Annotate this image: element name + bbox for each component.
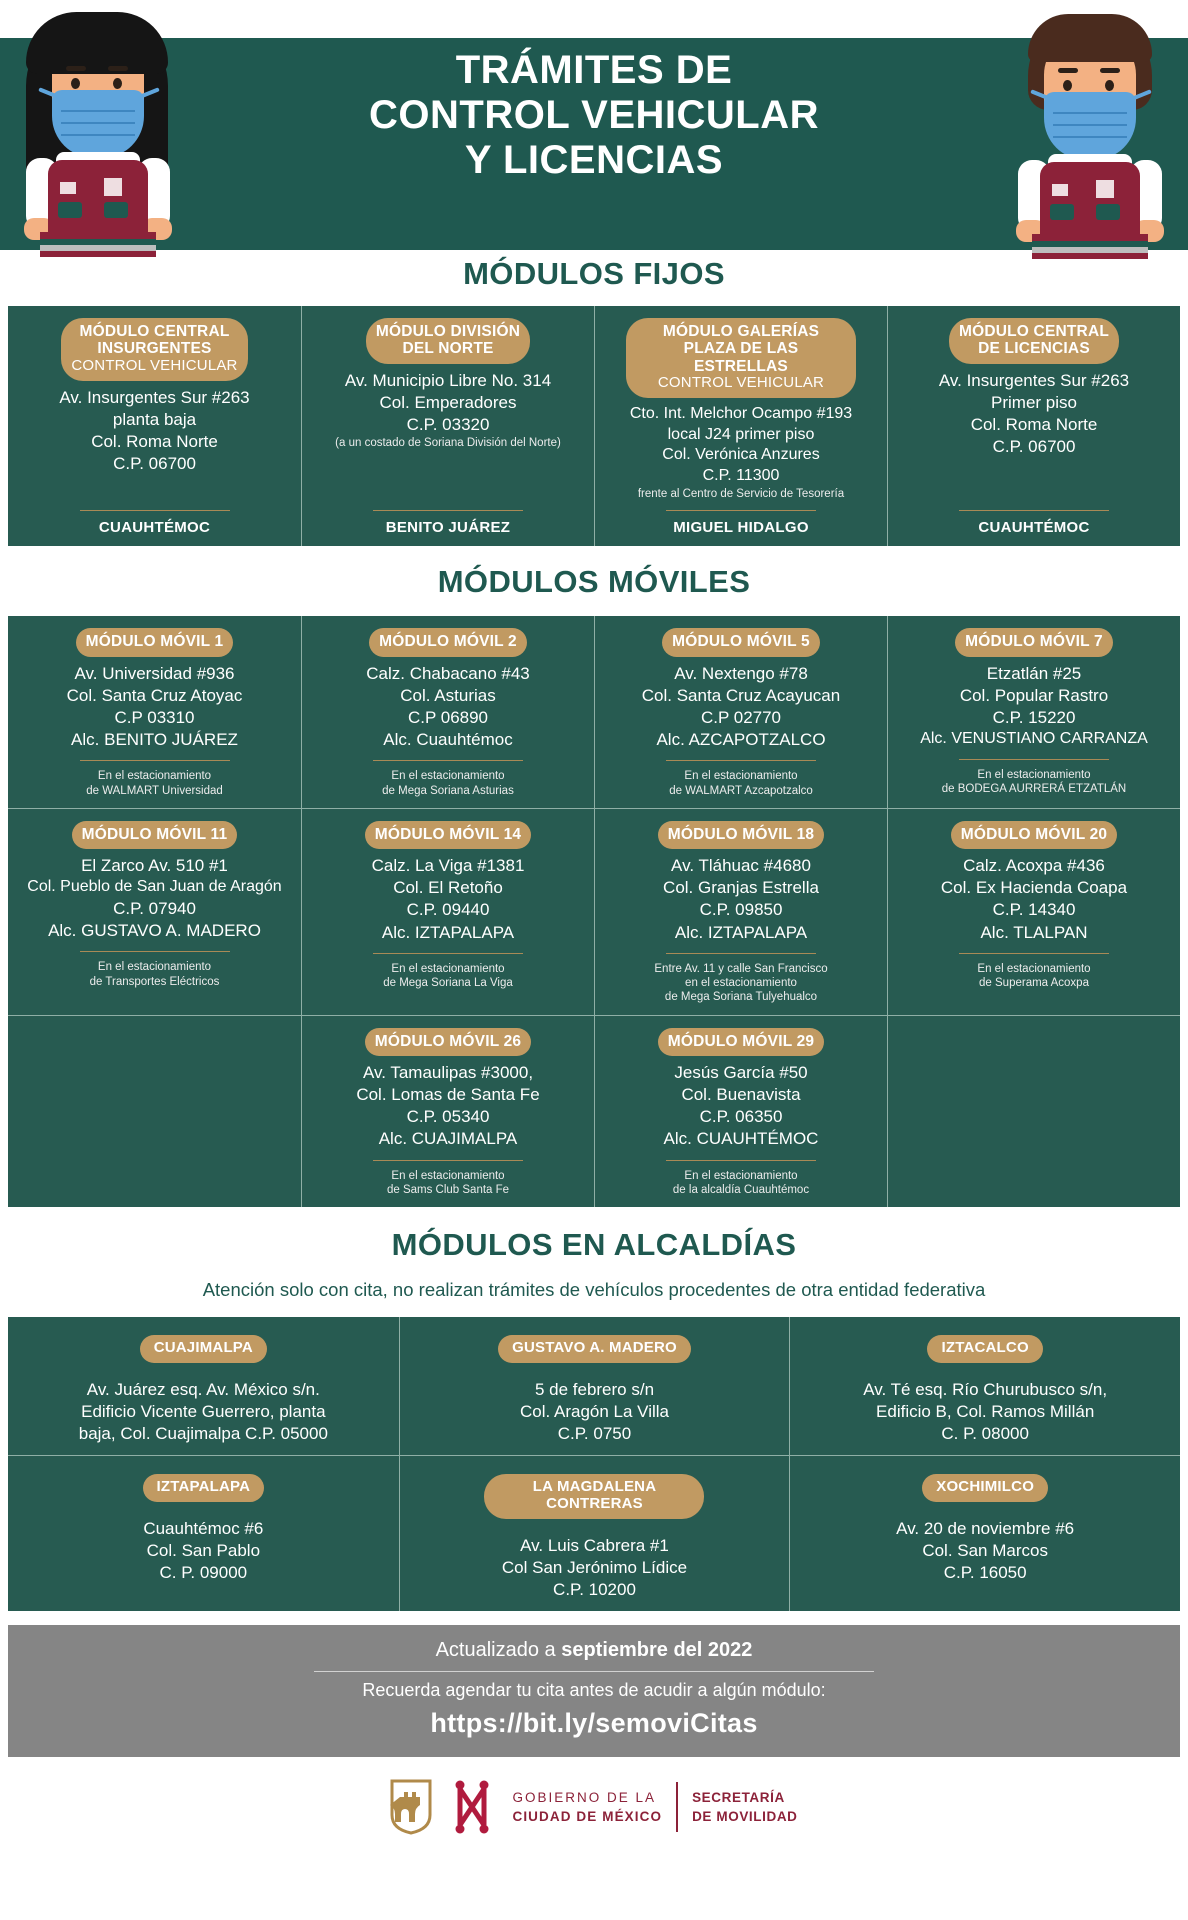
- address-line: C.P. 06350: [699, 1107, 783, 1127]
- divider: [666, 760, 816, 761]
- address-line: Av. Luis Cabrera #1: [520, 1535, 669, 1555]
- modulo-alcaldia-card[interactable]: [789, 1317, 1180, 1455]
- modulo-movil-note: En el estacionamiento: [97, 961, 212, 974]
- pill-line-2: PLAZA DE LAS ESTRELLAS: [683, 340, 799, 375]
- page-title-line-3: Y LICENCIAS: [464, 137, 724, 182]
- address-line: C.P. 10200: [553, 1580, 636, 1600]
- address-line: C.P. 14340: [992, 900, 1076, 920]
- address-line: Col. Santa Cruz Acayucan: [641, 685, 841, 705]
- modulos-fijos-panel: [8, 306, 1180, 546]
- modulo-movil-card[interactable]: [301, 616, 594, 807]
- modulo-movil-name-pill: MÓDULO MÓVIL 18: [658, 821, 825, 849]
- address-line: C.P 02770: [700, 707, 782, 727]
- modulo-fijo-card[interactable]: [594, 306, 887, 546]
- address-line: Col. Lomas de Santa Fe: [356, 1085, 540, 1105]
- logo-text-block: [512, 1782, 797, 1832]
- divider: [959, 953, 1109, 954]
- address-line: Edificio B, Col. Ramos Millán: [876, 1402, 1095, 1422]
- address-line: Col. Asturias: [400, 685, 496, 705]
- alcaldia-name-pill: CUAJIMALPA: [140, 1335, 267, 1363]
- address-line: Alc. Cuauhtémoc: [383, 730, 513, 750]
- pill-line-1: MÓDULO DIVISIÓN: [375, 323, 521, 340]
- address-line: 5 de febrero s/n: [534, 1380, 655, 1400]
- appointment-reminder: Recuerda agendar tu cita antes de acudir a algún módulo:: [362, 1680, 826, 1701]
- modulo-fijo-card[interactable]: [301, 306, 594, 546]
- address-line: Col. Emperadores: [379, 392, 517, 412]
- address-line: Col. Aragón La Villa: [519, 1402, 669, 1422]
- pill-line-2: INSURGENTES: [97, 340, 212, 358]
- divider: [314, 1671, 874, 1672]
- pill-subtitle: CONTROL VEHICULAR: [657, 374, 825, 392]
- modulo-movil-name-pill: MÓDULO MÓVIL 29: [658, 1028, 825, 1056]
- address-line: Alc. VENUSTIANO CARRANZA: [920, 730, 1148, 748]
- modulo-movil-note: de Sams Club Santa Fe: [386, 1183, 510, 1196]
- address-line: El Zarco Av. 510 #1: [81, 856, 228, 876]
- divider: [373, 953, 523, 954]
- address-line: Av. Tláhuac #4680: [671, 856, 811, 876]
- modulo-fijo-address: [310, 370, 586, 502]
- modulo-movil-card[interactable]: [887, 808, 1180, 1015]
- modulo-fijo-address: [896, 370, 1172, 502]
- modulo-movil-note: de Transportes Eléctricos: [89, 975, 220, 988]
- modulo-movil-empty-cell: [887, 1015, 1180, 1207]
- last-updated-text: [8, 1639, 1180, 1662]
- modulo-fijo-name-pill: [61, 318, 247, 381]
- address-line: C. P. 08000: [941, 1424, 1029, 1444]
- address-line: Av. 20 de noviembre #6: [896, 1519, 1075, 1539]
- address-line: Alc. TLALPAN: [980, 922, 1088, 942]
- divider: [666, 1160, 816, 1161]
- modulos-moviles-panel: [8, 616, 1180, 1207]
- modulo-movil-card[interactable]: [301, 808, 594, 1015]
- modulo-fijo-card[interactable]: [887, 306, 1180, 546]
- page-title-line-2: CONTROL VEHICULAR: [369, 92, 819, 137]
- divider: [666, 510, 816, 511]
- secretaria-line-2: DE MOVILIDAD: [692, 1809, 798, 1825]
- alcaldia-label: CUAUHTÉMOC: [978, 519, 1090, 537]
- modulo-movil-note: En el estacionamiento: [977, 768, 1091, 781]
- address-line: C.P. 07940: [113, 899, 196, 919]
- modulo-movil-card[interactable]: [8, 808, 301, 1015]
- modulo-movil-card[interactable]: [594, 1015, 887, 1207]
- address-line: C.P 06890: [407, 707, 489, 727]
- address-line: C.P. 11300: [702, 467, 780, 485]
- divider: [373, 1160, 523, 1161]
- modulos-alcaldias-panel: [8, 1317, 1180, 1611]
- address-line: Col. Granjas Estrella: [663, 878, 819, 898]
- address-line: C.P. 06700: [113, 453, 196, 473]
- modulo-alcaldia-card[interactable]: [399, 1317, 790, 1455]
- address-line: Av. Tamaulipas #3000,: [362, 1063, 534, 1083]
- modulo-movil-name-pill: MÓDULO MÓVIL 7: [955, 628, 1113, 656]
- modulo-fijo-name-pill: [366, 318, 530, 364]
- cdmx-logo-icon: [446, 1779, 498, 1835]
- modulos-moviles-row: [8, 616, 1180, 807]
- address-line: Alc. IZTAPALAPA: [674, 922, 808, 942]
- address-line: Cto. Int. Melchor Ocampo #193: [629, 404, 853, 422]
- secretaria-text: [692, 1788, 797, 1827]
- appointment-url-link[interactable]: https://bit.ly/semoviCitas: [430, 1708, 758, 1739]
- alcaldia-name-pill: LA MAGDALENA CONTRERAS: [484, 1474, 704, 1519]
- divider: [80, 951, 230, 952]
- pill-line-1: MÓDULO CENTRAL: [958, 323, 1110, 340]
- modulo-fijo-name-pill: [949, 318, 1119, 364]
- address-line: C.P. 0750: [557, 1424, 632, 1444]
- government-logos: [0, 1757, 1188, 1853]
- alcaldia-name-pill: XOCHIMILCO: [922, 1474, 1048, 1502]
- address-line: Col. San Pablo: [146, 1541, 261, 1561]
- modulo-alcaldia-card[interactable]: [399, 1455, 790, 1611]
- modulo-movil-empty-cell: [8, 1015, 301, 1207]
- footer-banner: [8, 1625, 1180, 1757]
- gobierno-line-2: CIUDAD DE MÉXICO: [512, 1809, 663, 1825]
- modulo-fijo-name-pill: [626, 318, 856, 398]
- address-line: Alc. BENITO JUÁREZ: [71, 730, 238, 750]
- modulo-movil-card[interactable]: [594, 616, 887, 807]
- address-line: Col. Roma Norte: [91, 431, 218, 451]
- modulo-movil-note: En el estacionamiento: [391, 962, 505, 975]
- modulo-movil-note: de Mega Soriana Tulyehualco: [664, 991, 818, 1004]
- alcaldia-name-pill: GUSTAVO A. MADERO: [498, 1335, 691, 1363]
- address-line: C.P. 05340: [406, 1107, 490, 1127]
- address-line: Col. El Retoño: [393, 878, 503, 898]
- alcaldia-name-pill: IZTACALCO: [927, 1335, 1042, 1363]
- address-line: Av. Nextengo #78: [674, 663, 808, 683]
- page-title: [0, 48, 1188, 182]
- address-line: Etzatlán #25: [986, 663, 1082, 683]
- address-line: Alc. AZCAPOTZALCO: [656, 730, 826, 750]
- modulo-movil-name-pill: MÓDULO MÓVIL 26: [365, 1028, 532, 1056]
- divider: [959, 759, 1109, 760]
- section-title-modulos-fijos: MÓDULOS FIJOS: [463, 256, 725, 291]
- gobierno-text: [512, 1788, 662, 1827]
- address-line: C.P. 16050: [943, 1563, 1027, 1583]
- modulo-movil-note: de WALMART Azcapotzalco: [669, 784, 813, 797]
- modulo-fijo-address: [16, 387, 293, 502]
- address-line: Av. Juárez esq. Av. México s/n.: [86, 1380, 320, 1400]
- divider: [959, 510, 1109, 511]
- modulo-alcaldia-card[interactable]: [8, 1317, 399, 1455]
- modulo-movil-name-pill: MÓDULO MÓVIL 1: [76, 628, 234, 656]
- address-line: C.P 03310: [114, 707, 195, 727]
- divider: [80, 760, 230, 761]
- address-line: Col. San Marcos: [922, 1541, 1048, 1561]
- address-line: Alc. GUSTAVO A. MADERO: [48, 921, 261, 941]
- address-line: Col San Jerónimo Lídice: [501, 1558, 688, 1578]
- modulo-movil-note: Entre Av. 11 y calle San Francisco: [654, 962, 828, 975]
- modulo-movil-note: En el estacionamiento: [97, 770, 212, 783]
- modulo-movil-card[interactable]: [8, 616, 301, 807]
- address-line: Calz. Acoxpa #436: [963, 856, 1105, 876]
- address-line: Col. Popular Rastro: [959, 685, 1109, 705]
- modulo-movil-note: En el estacionamiento: [391, 770, 505, 783]
- modulo-movil-name-pill: MÓDULO MÓVIL 20: [951, 821, 1118, 849]
- modulo-movil-card[interactable]: [887, 616, 1180, 807]
- modulo-movil-note: de WALMART Universidad: [86, 784, 223, 797]
- address-line: Col. Ex Hacienda Coapa: [940, 878, 1128, 898]
- modulo-alcaldia-card[interactable]: [789, 1455, 1180, 1611]
- address-line: Alc. IZTAPALAPA: [381, 922, 515, 942]
- secretaria-line-1: SECRETARÍA: [692, 1789, 785, 1805]
- address-line: planta baja: [112, 409, 197, 429]
- divider: [676, 1782, 678, 1832]
- modulo-movil-note: En el estacionamiento: [684, 770, 798, 783]
- modulo-movil-note: En el estacionamiento: [391, 1169, 505, 1182]
- modulo-movil-card[interactable]: [594, 808, 887, 1015]
- pill-line-2: DEL NORTE: [402, 340, 494, 358]
- modulo-movil-name-pill: MÓDULO MÓVIL 2: [369, 628, 527, 656]
- alcaldia-label: MIGUEL HIDALGO: [673, 519, 809, 537]
- address-line: C.P. 06700: [992, 437, 1076, 456]
- address-line: C.P. 09440: [406, 900, 490, 920]
- divider: [80, 510, 230, 511]
- modulo-movil-note: de Superama Acoxpa: [979, 977, 1089, 990]
- address-line: Col. Buenavista: [681, 1085, 801, 1105]
- modulos-alcaldias-row: [8, 1317, 1180, 1455]
- address-line: Col. Roma Norte: [970, 414, 1098, 434]
- address-line: Calz. La Viga #1381: [371, 856, 525, 876]
- address-line: C.P. 15220: [992, 707, 1076, 727]
- modulo-movil-note: de Mega Soriana Asturias: [382, 784, 514, 797]
- gobierno-line-1: GOBIERNO DE LA: [512, 1789, 656, 1805]
- address-line: C.P. 09850: [699, 900, 783, 920]
- alcaldias-note: Atención solo con cita, no realizan trámites de vehículos procedentes de otra entidad federativa: [202, 1279, 986, 1301]
- address-line: Av. Municipio Libre No. 314: [344, 370, 552, 390]
- updated-prefix: Actualizado a: [435, 1639, 562, 1662]
- modulos-moviles-row: [8, 808, 1180, 1015]
- address-line: C. P. 09000: [159, 1563, 248, 1583]
- address-line: Alc. CUAUHTÉMOC: [663, 1129, 819, 1149]
- modulo-fijo-note: frente al Centro de Servicio de Tesorería: [637, 488, 845, 501]
- address-line: Col. Verónica Anzures: [662, 446, 820, 464]
- modulo-movil-note: de la alcaldía Cuauhtémoc: [672, 1183, 810, 1196]
- address-line: Primer piso: [991, 392, 1077, 412]
- divider: [373, 760, 523, 761]
- modulos-alcaldias-row: [8, 1455, 1180, 1611]
- section-title-modulos-moviles: MÓDULOS MÓVILES: [437, 564, 751, 600]
- modulo-movil-note: en el estacionamiento: [685, 977, 797, 990]
- address-line: Av. Insurgentes Sur #263: [938, 370, 1130, 390]
- address-line: Edificio Vicente Guerrero, planta: [81, 1402, 326, 1422]
- header: [0, 0, 1188, 248]
- modulo-movil-note: de BODEGA AURRERÁ ETZATLÁN: [941, 783, 1127, 796]
- address-line: Col. Pueblo de San Juan de Aragón: [27, 878, 282, 896]
- updated-date: septiembre del 2022: [561, 1639, 753, 1662]
- address-line: Calz. Chabacano #43: [366, 663, 530, 683]
- modulos-moviles-row: [8, 1015, 1180, 1207]
- modulo-alcaldia-card[interactable]: [8, 1455, 399, 1611]
- address-line: baja, Col. Cuajimalpa C.P. 05000: [78, 1424, 328, 1444]
- address-line: Av. Universidad #936: [74, 663, 235, 683]
- alcaldia-label: CUAUHTÉMOC: [98, 519, 211, 537]
- alcaldia-label: BENITO JUÁREZ: [385, 519, 511, 537]
- modulo-fijo-address: [603, 404, 879, 502]
- address-line: local J24 primer piso: [667, 425, 815, 443]
- address-line: Cuauhtémoc #6: [143, 1519, 264, 1539]
- pill-line-2: DE LICENCIAS: [978, 340, 1090, 358]
- modulo-movil-note: En el estacionamiento: [977, 962, 1091, 975]
- modulo-movil-note: En el estacionamiento: [684, 1169, 798, 1182]
- alcaldia-name-pill: IZTAPALAPA: [143, 1474, 265, 1502]
- modulo-fijo-card[interactable]: [8, 306, 301, 546]
- divider: [666, 953, 816, 954]
- modulo-movil-card[interactable]: [301, 1015, 594, 1207]
- modulo-movil-name-pill: MÓDULO MÓVIL 5: [662, 628, 820, 656]
- modulo-movil-name-pill: MÓDULO MÓVIL 14: [365, 821, 532, 849]
- address-line: Jesús García #50: [674, 1063, 808, 1083]
- section-title-modulos-alcaldias: MÓDULOS EN ALCALDÍAS: [391, 1227, 797, 1263]
- modulo-movil-note: de Mega Soriana La Viga: [383, 977, 513, 990]
- address-line: Av. Té esq. Río Churubusco s/n,: [863, 1380, 1108, 1400]
- address-line: Col. Santa Cruz Atoyac: [66, 685, 243, 705]
- address-line: C.P. 03320: [406, 414, 490, 434]
- pill-subtitle: CONTROL VEHICULAR: [71, 356, 238, 374]
- page-title-line-1: TRÁMITES DE: [455, 48, 733, 92]
- cdmx-shield-icon: [390, 1779, 432, 1835]
- pill-line-1: MÓDULO GALERÍAS: [662, 323, 820, 340]
- pill-line-1: MÓDULO CENTRAL: [79, 323, 230, 340]
- address-line: Alc. CUAJIMALPA: [378, 1129, 518, 1149]
- address-line: Av. Insurgentes Sur #263: [59, 387, 250, 407]
- modulo-movil-name-pill: MÓDULO MÓVIL 11: [72, 821, 238, 849]
- divider: [373, 510, 523, 511]
- modulo-fijo-note: (a un costado de Soriana División del Norte): [335, 437, 561, 449]
